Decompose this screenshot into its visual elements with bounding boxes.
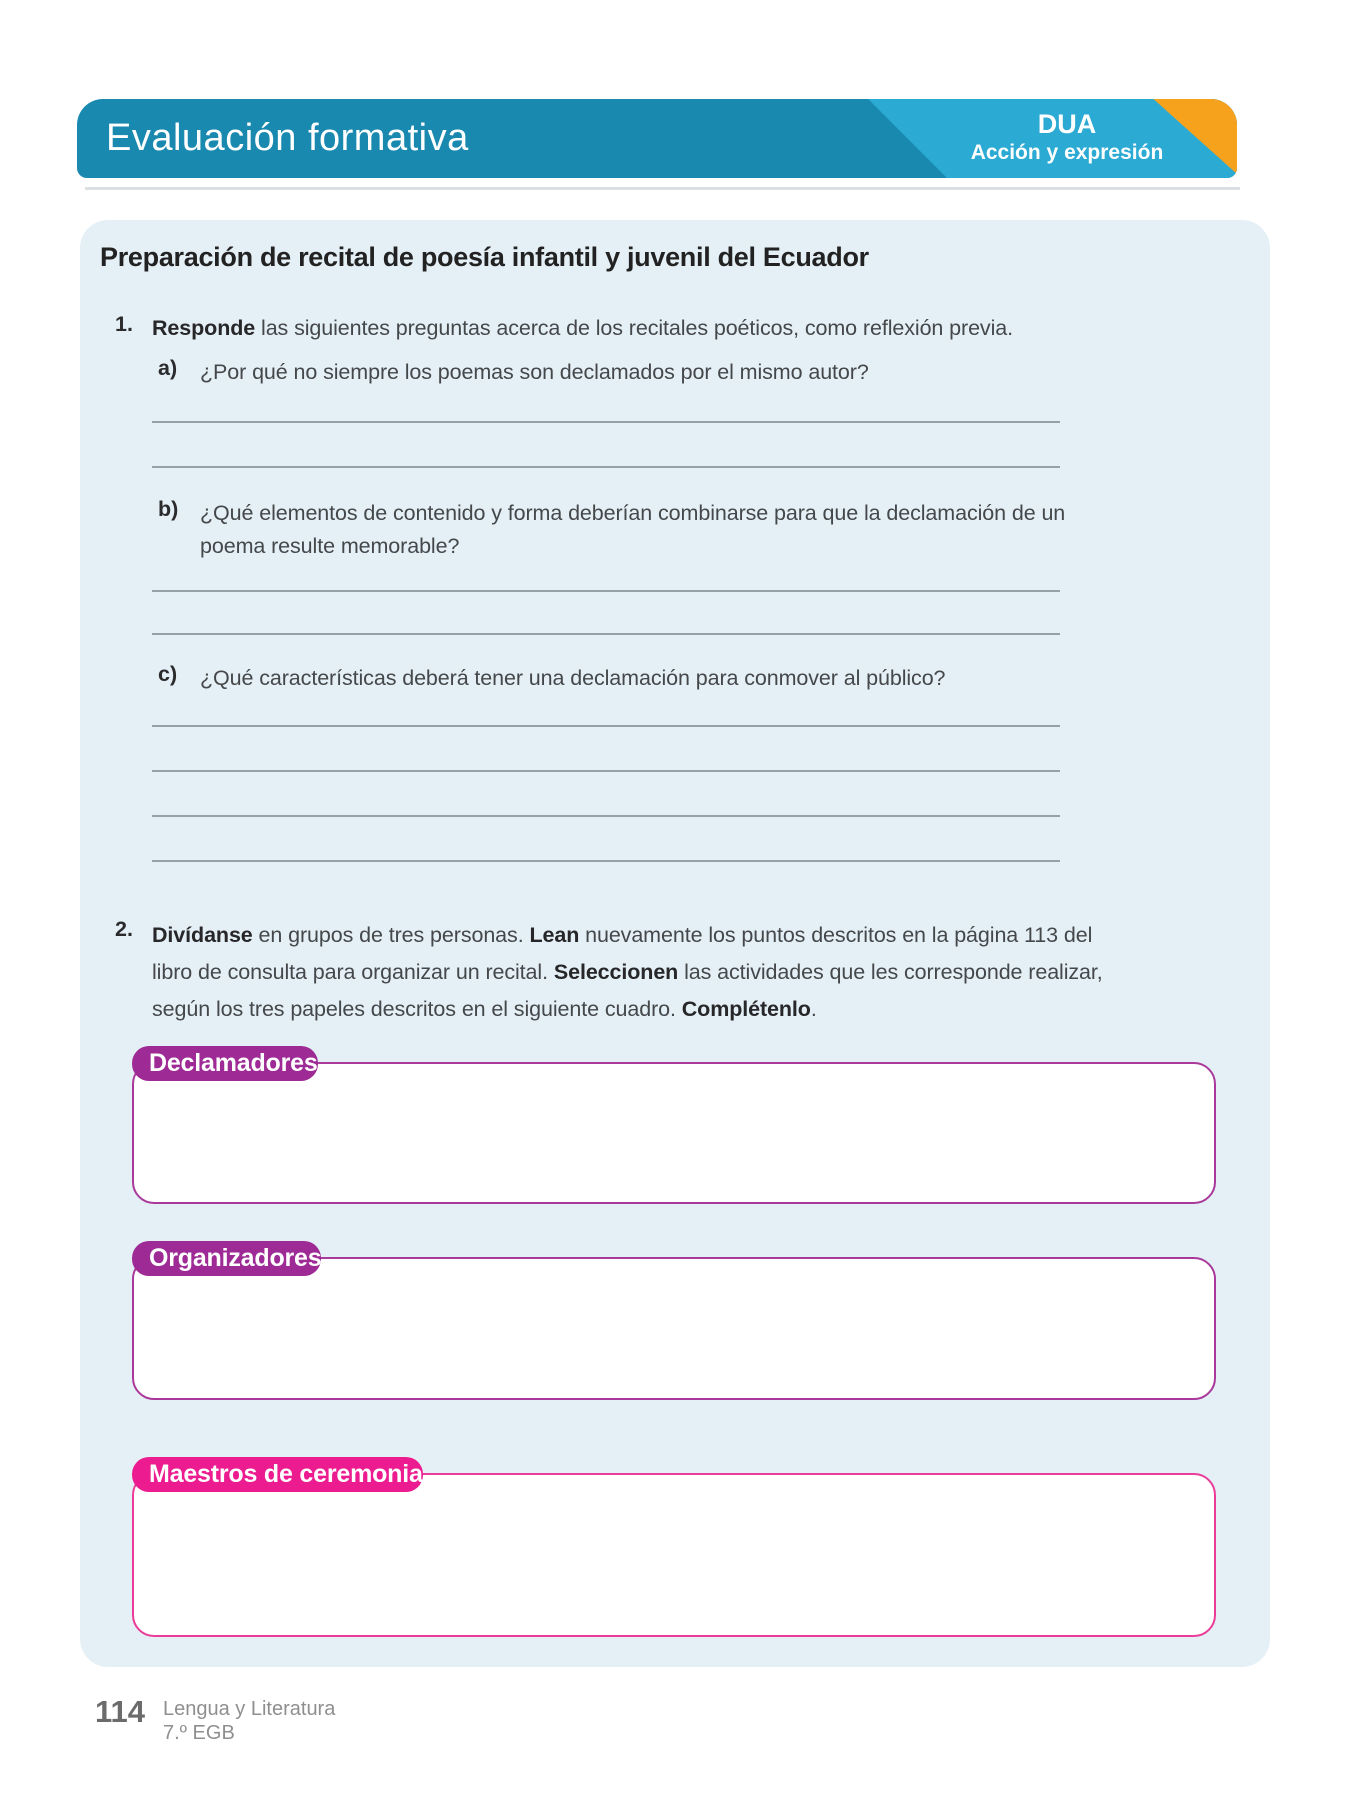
item-a-label: a) xyxy=(158,356,178,380)
item-c-answer-area xyxy=(152,725,1060,905)
organizadores-pill: Organizadores xyxy=(132,1241,321,1276)
footer-grade: 7.º EGB xyxy=(163,1722,235,1744)
footer-info xyxy=(163,1697,335,1745)
item-a-question: ¿Por qué no siempre los poemas son declamados por el mismo autor? xyxy=(200,360,869,384)
answer-line[interactable] xyxy=(152,466,1060,468)
answer-line[interactable] xyxy=(152,860,1060,862)
item-c-label: c) xyxy=(158,662,178,686)
question-2-intro: Divídanse en grupos de tres personas. Lean nuevamente los puntos descritos en la página 113 del libro de consulta para organizar un recital. Seleccionen las actividades que les corresponde realizar, según los tres papeles descritos en el siguiente cuadro. Complétenlo. xyxy=(152,923,1103,1021)
declamadores-fill-box[interactable] xyxy=(132,1062,1216,1204)
item-b-label: b) xyxy=(158,497,179,521)
declamadores-pill: Declamadores xyxy=(132,1046,318,1081)
item-b-question: ¿Qué elementos de contenido y forma deberían combinarse para que la declamación de un poema resulte memorable? xyxy=(200,501,1066,558)
question-1-number: 1. xyxy=(115,312,133,336)
answer-line[interactable] xyxy=(152,725,1060,727)
section-title: Evaluación formativa xyxy=(106,117,469,159)
answer-line[interactable] xyxy=(152,590,1060,592)
answer-line[interactable] xyxy=(152,421,1060,423)
maestros-pill: Maestros de ceremonia xyxy=(132,1457,423,1492)
answer-line[interactable] xyxy=(152,815,1060,817)
maestros-fill-box[interactable] xyxy=(132,1473,1216,1637)
footer-subject: Lengua y Literatura xyxy=(163,1698,336,1720)
item-c-question: ¿Qué características deberá tener una declamación para conmover al público? xyxy=(200,666,946,690)
banner-underline xyxy=(85,187,1240,190)
answer-line[interactable] xyxy=(152,770,1060,772)
section-banner xyxy=(77,99,1237,178)
question-1-intro: Responde las siguientes preguntas acerca de los recitales poéticos, como reflexión previa. xyxy=(152,316,1013,340)
dua-badge-subtitle: Acción y expresión xyxy=(970,141,1164,164)
activity-title: Preparación de recital de poesía infantil y juvenil del Ecuador xyxy=(100,242,869,272)
organizadores-fill-box[interactable] xyxy=(132,1257,1216,1400)
dua-badge xyxy=(897,108,1237,166)
question-2-number: 2. xyxy=(115,917,133,941)
page-number: 114 xyxy=(95,1694,146,1729)
dua-badge-title: DUA xyxy=(1037,109,1097,139)
answer-line[interactable] xyxy=(152,633,1060,635)
